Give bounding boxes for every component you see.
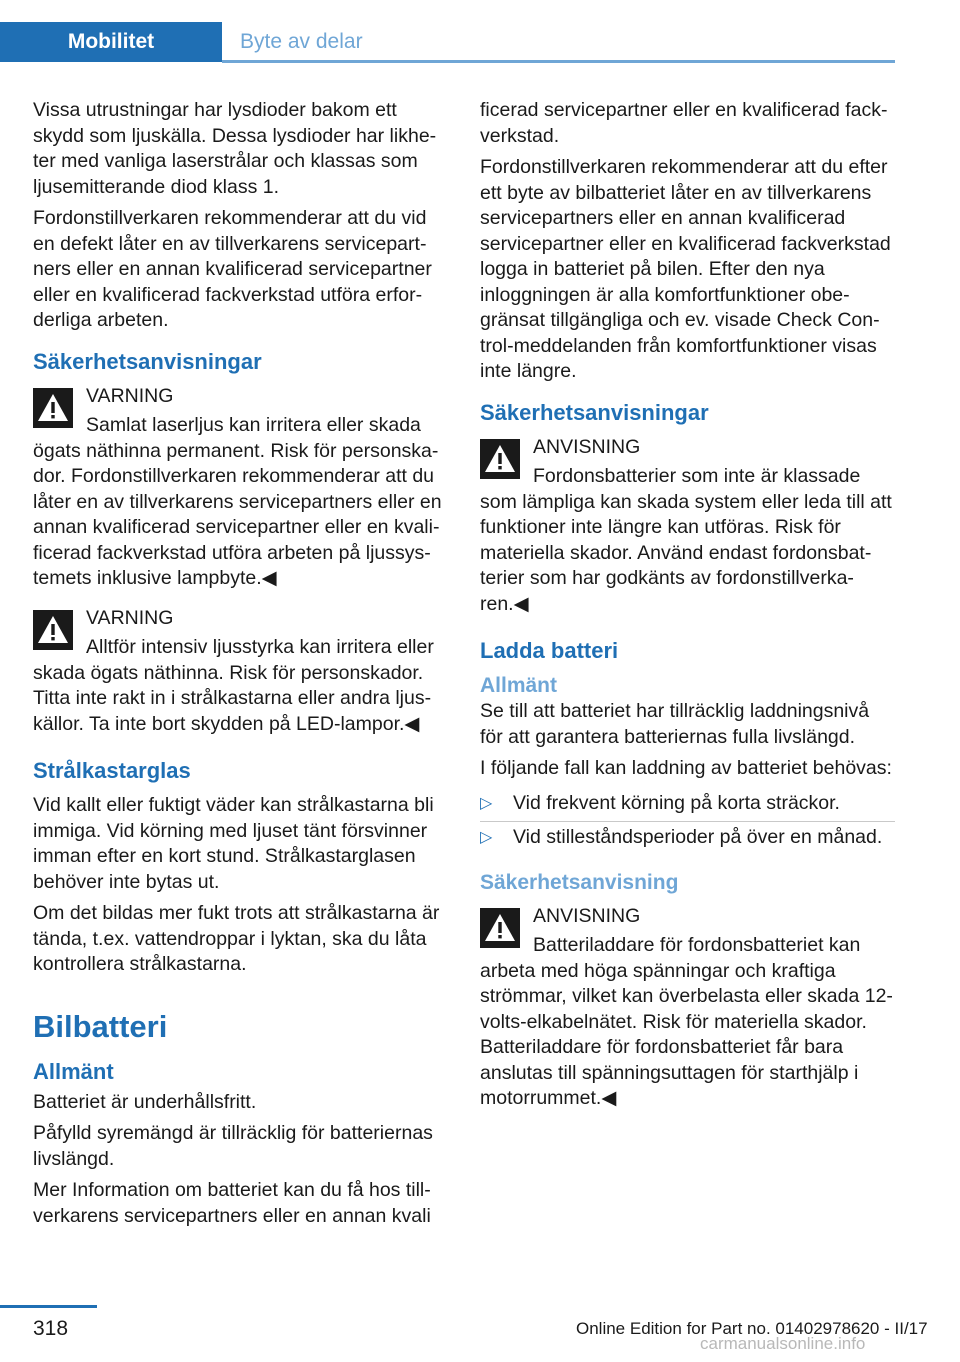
notice-text: Batteriladdare för fordonsbatteriet kan arbeta med höga spänningar och kraftiga strömmar, vilket kan överbelasta eller skada 12-volts-elkabelnätet. Risk för materiella skador. Batteriladdare för fordonsbatteriet får bara anslutas till spänningsuttagen för starthjälp i motorrummet.◀: [480, 934, 893, 1109]
page-number: 318: [33, 1317, 69, 1340]
header-divider: [222, 60, 895, 63]
list-item: [480, 788, 895, 823]
warning-text: Samlat laserljus kan irritera eller skada ögats näthinna permanent. Risk för personskador. Fordonstillverkaren rekommenderar att du låter en av tillverkarens servicepartners eller en annan kvalificerad servicepartner eller en kvalificerad fackverkstad utföra arbeten på ljussystemets inklusive lampbyte.◀: [33, 414, 442, 589]
paragraph: Vissa utrustningar har lysdioder bakom ett skydd som ljuskälla. Dessa lysdioder har likheter med vanliga laserstrålar och klassas som ljusemitterande diod klass 1.: [33, 99, 437, 198]
warning-triangle-icon: [33, 610, 73, 650]
warning-block: [33, 606, 448, 744]
paragraph: Fordonstillverkaren rekommenderar att du efter ett byte av bilbatteriet låter en av tillverkarens servicepartners eller en annan kvalificerad servicepartner eller en kvalificerad fackverkstad logga in batteriet på bilen. Efter den nya inloggningen är alla komfortfunktioner obegränsat tillgängliga och ev. visade Check Control-meddelanden från komfortfunktioner visas inte längre.: [480, 156, 891, 382]
paragraph: Mer Information om batteriet kan du få hos tillverkarens servicepartners eller en annan kvali: [33, 1179, 431, 1227]
section-tab-mobilitet: Mobilitet: [0, 22, 222, 62]
section-heading: Ladda batteri: [480, 638, 619, 663]
notice-label: ANVISNING: [533, 435, 641, 458]
page-header: [0, 22, 895, 62]
paragraph: Se till att batteriet har tillräcklig laddningsnivå för att garantera batteriernas fulla livslängd.: [480, 700, 870, 748]
section-heading: Strålkastarglas: [33, 758, 191, 783]
notice-block: [480, 904, 895, 1118]
section-heading: Allmänt: [33, 1058, 114, 1084]
section-heading: Säkerhetsanvisningar: [33, 348, 262, 374]
notice-text: Fordonsbatterier som inte är klassade som lämpliga kan skada system eller leda till att funktioner inte längre kan utföras. Risk för materiella skador. Använd endast fordonsbatterier som har godkänts av fordonstillverkaren.◀: [480, 465, 892, 615]
left-column: [33, 98, 448, 1235]
paragraph: Påfylld syremängd är tillräcklig för batteriernas livslängd.: [33, 1122, 433, 1170]
chapter-heading: Bilbatteri: [33, 1008, 168, 1044]
bullet-list: [480, 788, 895, 856]
warning-triangle-icon: [33, 388, 73, 428]
list-item-text: Vid frekvent körning på korta sträckor.: [513, 791, 840, 814]
warning-block: [33, 384, 448, 598]
warning-triangle-icon: [480, 439, 520, 479]
list-item: [480, 822, 895, 856]
paragraph: I följande fall kan laddning av batteriet behövas:: [480, 757, 892, 779]
edition-note: Online Edition for Part no. 01402978620 - II/17: [576, 1319, 928, 1338]
watermark: carmanualsonline.info: [700, 1334, 866, 1353]
section-tab-byte-av-delar: Byte av delar: [222, 22, 895, 62]
section-heading: Säkerhetsanvisningar: [480, 399, 709, 425]
warning-text: Alltför intensiv ljusstyrka kan irritera eller skada ögats näthinna. Risk för personskador. Titta inte rakt in i strålkastarna eller andra ljuskällor. Ta inte bort skydden på LED-lampor.◀: [33, 636, 434, 735]
triangle-bullet-icon: ▷: [480, 794, 493, 812]
notice-label: ANVISNING: [533, 904, 641, 927]
subsection-heading: Allmänt: [480, 674, 558, 697]
notice-block: [480, 435, 895, 624]
subsection-heading: Säkerhetsanvisning: [480, 870, 679, 894]
triangle-bullet-icon: ▷: [480, 829, 493, 846]
paragraph: ficerad servicepartner eller en kvalificerad fackverkstad.: [480, 99, 888, 147]
paragraph: Om det bildas mer fukt trots att strålkastarna är tända, t.ex. vattendroppar i lyktan, ska du låta kontrollera strålkastarna.: [33, 902, 440, 975]
footer-divider: [0, 1305, 97, 1308]
warning-triangle-icon: [480, 908, 520, 948]
paragraph: Batteriet är underhållsfritt.: [33, 1090, 257, 1113]
list-item-text: Vid stilleståndsperioder på över en månad.: [513, 826, 883, 848]
warning-label: VARNING: [86, 384, 174, 407]
paragraph: Fordonstillverkaren rekommenderar att du vid en defekt låter en av tillverkarens servicepartners eller en annan kvalificerad servicepartner eller en kvalificerad fackverkstad utföra erforderliga arbeten.: [33, 207, 432, 331]
paragraph: Vid kallt eller fuktigt väder kan strålkastarna bli immiga. Vid körning med ljuset tänt försvinner imman efter en kort stund. Strålkastarglasen behöver inte bytas ut.: [33, 794, 434, 893]
warning-label: VARNING: [86, 606, 174, 629]
right-column: [480, 98, 895, 1126]
